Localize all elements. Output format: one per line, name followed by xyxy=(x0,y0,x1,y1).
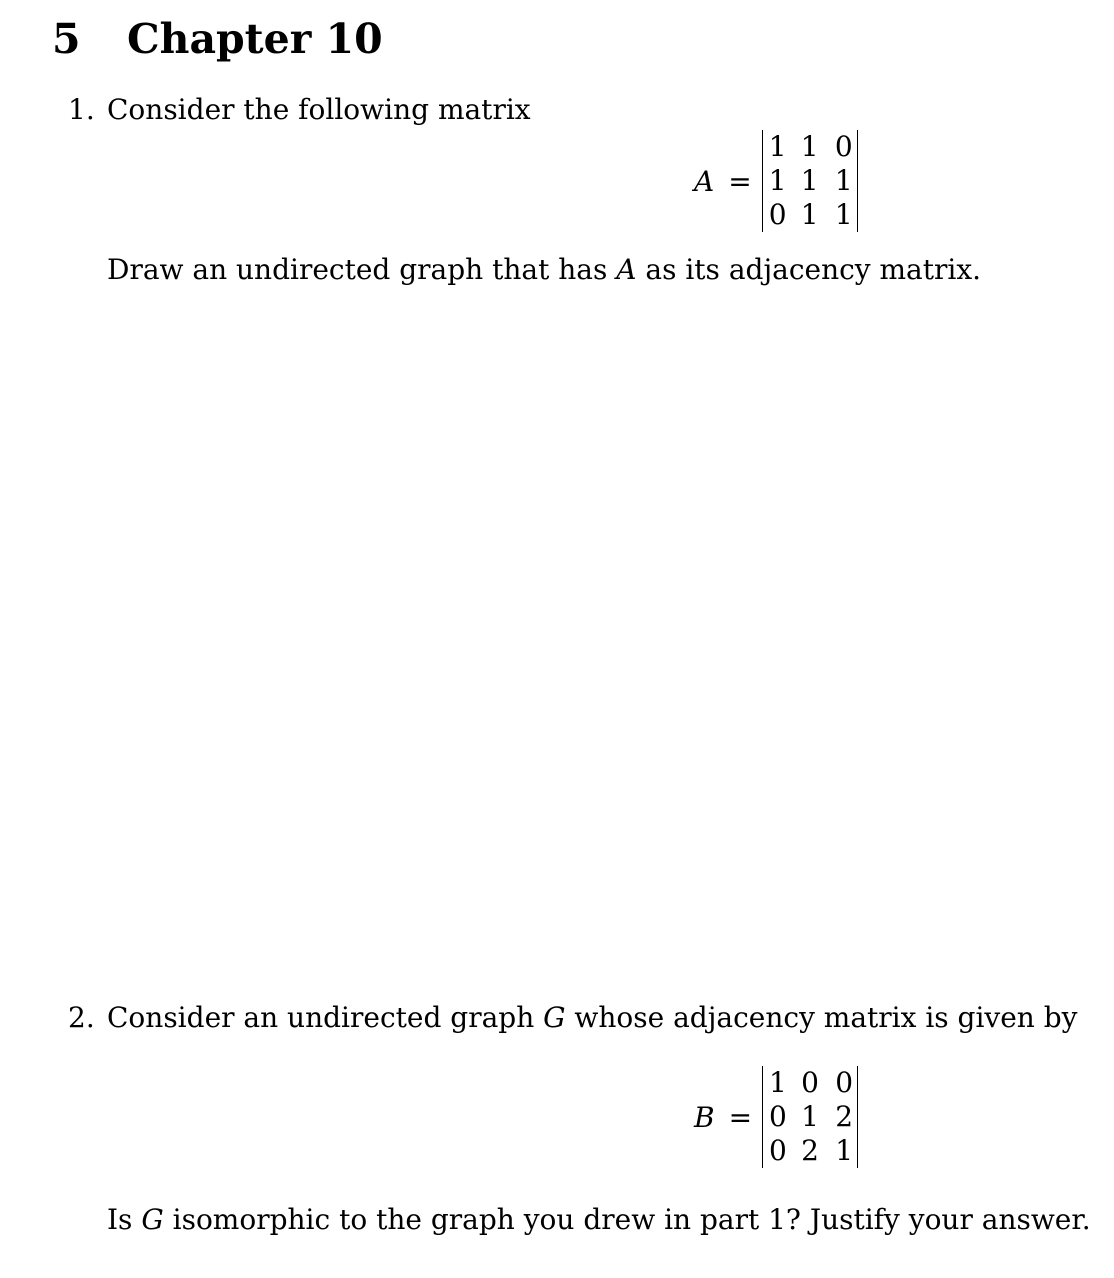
matrix-a-equals: = xyxy=(728,164,752,198)
matrix-row xyxy=(769,164,853,198)
matrix-cell: 0 xyxy=(768,198,787,231)
matrix-a xyxy=(694,130,858,232)
matrix-cell: 1 xyxy=(768,130,787,163)
matrix-b-equals: = xyxy=(728,1100,753,1134)
matrix-b-body xyxy=(762,1066,858,1168)
question-post: isomorphic to the graph you drew in part 1? Justify your answer. xyxy=(163,1203,1091,1236)
intro-var: G xyxy=(543,1001,566,1034)
problem-1-instruction xyxy=(107,252,981,288)
problem-2-question xyxy=(107,1202,1091,1238)
matrix-row xyxy=(769,1066,853,1100)
matrix-cell: 1 xyxy=(769,1066,787,1099)
section-title: Chapter 10 xyxy=(127,15,383,63)
matrix-row xyxy=(769,198,853,232)
problem-1-number: 1. xyxy=(68,93,95,126)
intro-post: whose adjacency matrix is given by xyxy=(565,1001,1078,1034)
section-number: 5 xyxy=(52,15,81,63)
matrix-cell: 0 xyxy=(834,130,853,163)
matrix-row xyxy=(769,1134,853,1168)
matrix-cell: 2 xyxy=(801,1134,819,1167)
matrix-cell: 0 xyxy=(769,1134,787,1167)
matrix-cell: 1 xyxy=(801,1100,819,1133)
matrix-cell: 1 xyxy=(834,198,853,231)
matrix-b-label: B xyxy=(694,1100,715,1134)
matrix-cell: 1 xyxy=(800,130,819,163)
problem-2-number: 2. xyxy=(68,1001,95,1034)
matrix-row xyxy=(769,1100,853,1134)
problem-2-intro xyxy=(107,1000,1078,1036)
instruction-pre: Draw an undirected graph that has xyxy=(107,253,617,286)
matrix-cell: 1 xyxy=(835,1134,854,1167)
matrix-cell: 0 xyxy=(801,1066,819,1099)
matrix-cell: 1 xyxy=(800,198,819,231)
intro-pre: Consider an undirected graph xyxy=(107,1001,544,1034)
problem-1-intro: Consider the following matrix xyxy=(107,93,531,126)
matrix-b xyxy=(694,1066,858,1168)
matrix-a-body xyxy=(762,130,858,232)
matrix-cell: 2 xyxy=(835,1100,854,1133)
question-pre: Is xyxy=(107,1203,142,1236)
matrix-cell: 1 xyxy=(768,164,787,197)
instruction-post: as its adjacency matrix. xyxy=(636,253,982,286)
matrix-cell: 0 xyxy=(769,1100,787,1133)
instruction-var: A xyxy=(616,253,637,286)
matrix-row xyxy=(769,130,853,164)
question-var: G xyxy=(141,1203,164,1236)
matrix-cell: 1 xyxy=(834,164,853,197)
matrix-cell: 0 xyxy=(835,1066,854,1099)
matrix-cell: 1 xyxy=(800,164,819,197)
matrix-a-label: A xyxy=(694,164,715,198)
